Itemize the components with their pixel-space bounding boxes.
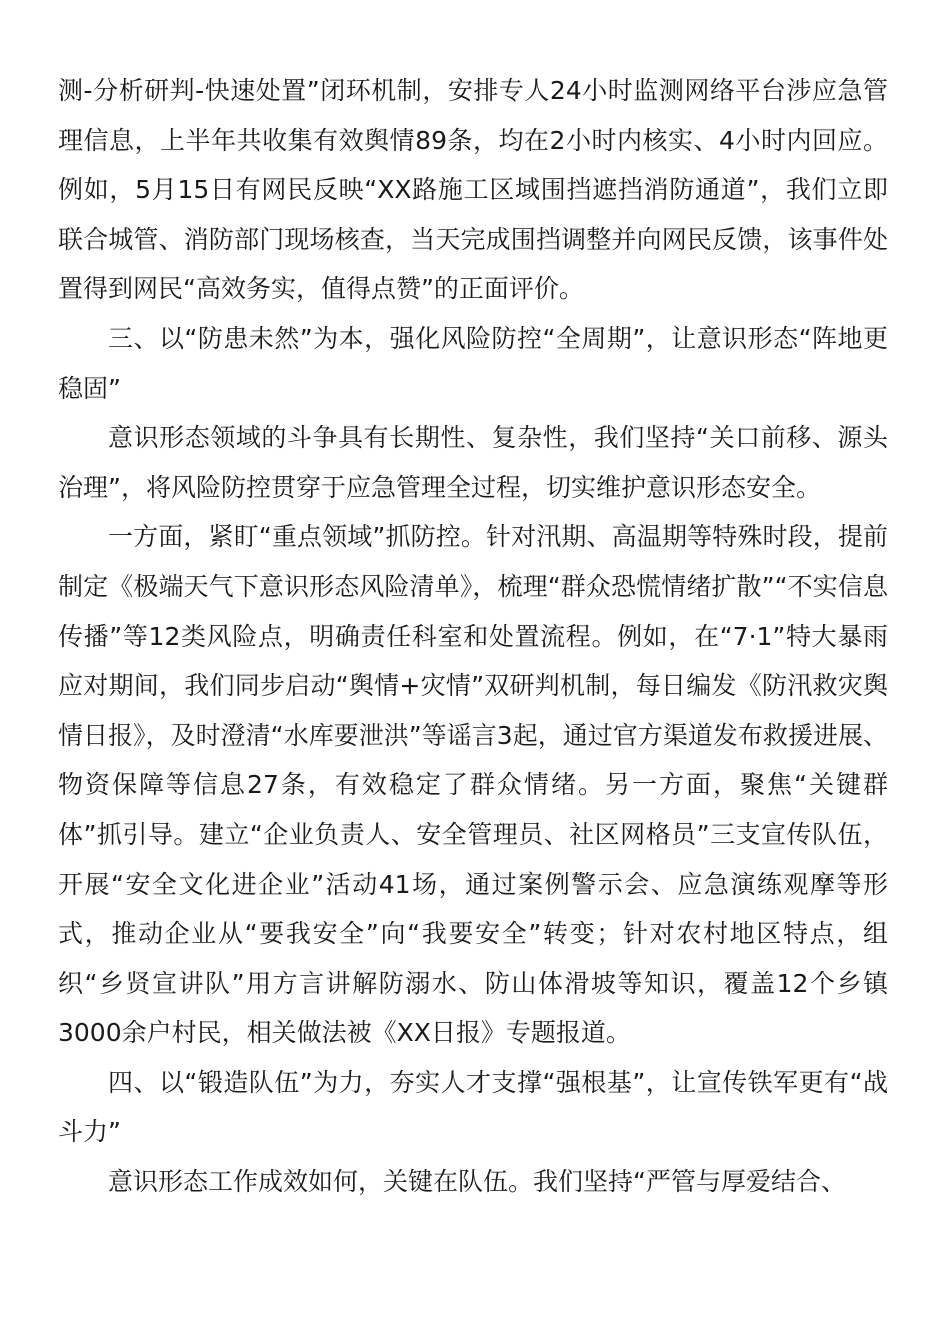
body-paragraph-intro: 意识形态领域的斗争具有长期性、复杂性，我们坚持“关口前移、源头治理”，将风险防控贯穿于应急管理全过程，切实维护意识形态安全。: [58, 423, 888, 502]
body-paragraph-team: 意识形态工作成效如何，关键在队伍。我们坚持“严管与厚爱结合、: [108, 1167, 846, 1197]
body-paragraph-continued: 测-分析研判-快速处置”闭环机制，安排专人24小时监测网络平台涉应急管理信息，上半年共收集有效舆情89条，均在2小时内核实、4小时内回应。例如，5月15日有网民反映“XX路施工区域围挡遮挡消防通道”，我们立即联合城管、消防部门现场核查，当天完成围挡调整并向网民反馈，该事件处置得到网民“高效务实，值得点赞”的正面评价。: [58, 76, 888, 304]
body-paragraph-measures: 一方面，紧盯“重点领域”抓防控。针对汛期、高温期等特殊时段，提前制定《极端天气下意识形态风险清单》，梳理“群众恐慌情绪扩散”“不实信息传播”等12类风险点，明确责任科室和处置流程。例如，在“7·1”特大暴雨应对期间，我们同步启动“舆情+灾情”双研判机制，每日编发《防汛救灾舆情日报》，及时澄清“水库要泄洪”等谣言3起，通过官方渠道发布救援进展、物资保障等信息27条，有效稳定了群众情绪。另一方面，聚焦“关键群体”抓引导。建立“企业负责人、安全管理员、社区网格员”三支宣传队伍，开展“安全文化进企业”活动41场，通过案例警示会、应急演练观摩等形式，推动企业从“要我安全”向“我要安全”转变；针对农村地区特点，组织“乡贤宣讲队”用方言讲解防溺水、防山体滑坡等知识，覆盖12个乡镇3000余户村民，相关做法被《XX日报》专题报道。: [58, 522, 888, 1048]
section-heading-four: 四、以“锻造队伍”为力，夯实人才支撑“强根基”，让宣传铁军更有“战斗力”: [58, 1067, 888, 1147]
document-page: [58, 66, 888, 1207]
section-heading-three: 三、以“防患未然”为本，强化风险防控“全周期”，让意识形态“阵地更稳固”: [58, 323, 888, 403]
